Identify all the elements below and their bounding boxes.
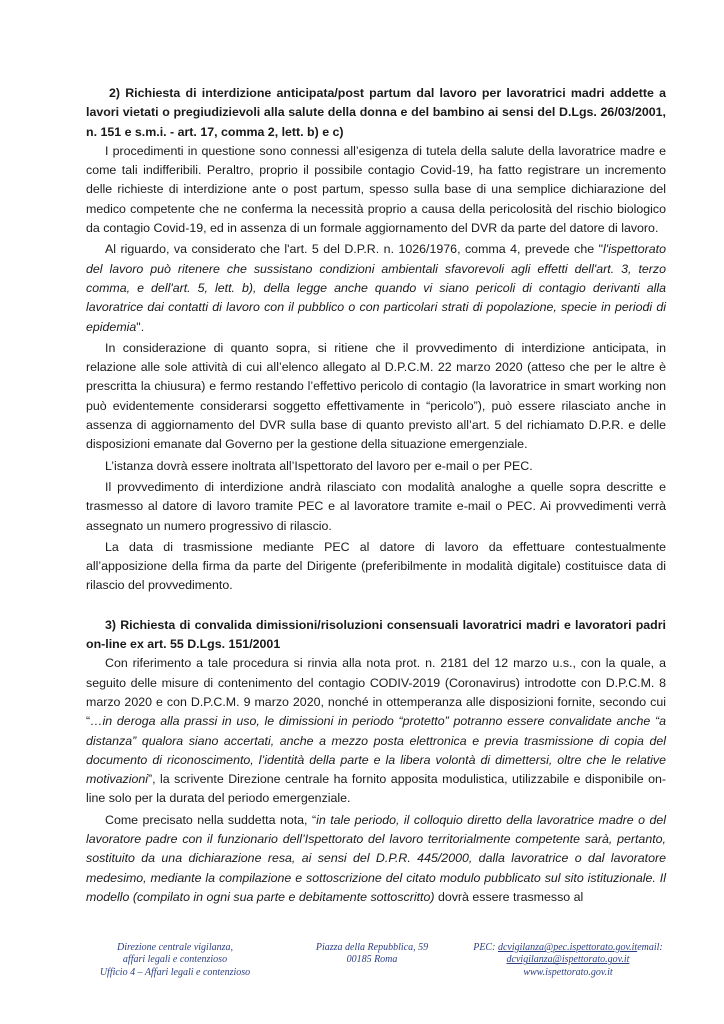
footer-office-line-3: Ufficio 4 – Affari legali e contenzioso bbox=[99, 966, 251, 978]
footer-office-line-2: affari legali e contenzioso bbox=[122, 954, 228, 966]
footer-address-city: 00185 Roma bbox=[346, 954, 398, 966]
section-2-heading: 2) Richiesta di interdizione anticipata/post partum dal lavoro per lavoratrici madri addette a lavori vietati o pregiudizievoli alla salute della donna e del bambino ai sensi del D.Lgs. 26/03/2001, n. 151 e s.m.i. - art. 17, comma 2, lett. b) e c) bbox=[86, 86, 666, 139]
footer-email-line bbox=[458, 954, 678, 966]
section-2-paragraph-6: La data di trasmissione mediante PEC al datore di lavoro da effettuare contestualmente all’apposizione della firma da parte del Dirigente (preferibilmente in modalità digitale) costituisce data di rilascio del provvedimento. bbox=[86, 539, 666, 593]
section-3-paragraph-2-text: Come precisato nella suddetta nota, “ bbox=[105, 812, 317, 827]
section-2-paragraph-4: L’istanza dovrà essere inoltrata all’Ispettorato del lavoro per e-mail o per PEC. bbox=[105, 458, 533, 473]
footer-contacts bbox=[458, 942, 678, 979]
section-3-paragraph-1 bbox=[86, 654, 666, 808]
footer-pec-link[interactable]: dcvigilanza@pec.ispettorato.gov.it bbox=[497, 942, 638, 953]
section-3-paragraph-2 bbox=[86, 811, 666, 907]
section-3-paragraph-2-end: dovrà essere trasmesso al bbox=[434, 889, 584, 904]
footer-office-line-1: Direzione centrale vigilanza, bbox=[117, 942, 233, 953]
page-footer bbox=[0, 942, 724, 1002]
section-3-paragraph-1-text: Con riferimento a tale procedura si rinvia alla nota prot. n. 2181 del 12 marzo u.s., con la quale, a seguito delle misure di contenimento del contagio CODIV-2019 (Coronavirus) introdotte con D.P.C.M. 8 marzo 2020 e con D.P.C.M. 9 marzo 2020, nonché in ottemperanza alle disposizioni fornite, secondo cui “ bbox=[86, 656, 666, 729]
footer-address-street: Piazza della Repubblica, 59 bbox=[315, 942, 429, 953]
footer-pec-line bbox=[458, 942, 678, 954]
section-2-paragraph-3: In considerazione di quanto sopra, si ritiene che il provvedimento di interdizione anticipata, in relazione alle sole attività di cui all’elenco allegato al D.P.C.M. 22 marzo 2020 (atteso che per le altre è prescritta la chiusura) e fermo restando l’effettivo pericolo di contagio (la lavoratrice in smart working non può evidentemente considerarsi soggetto effettivamente in “pericolo”), può essere rilasciato anche in assenza di aggiornamento del DVR sulla base di quanto previsto all’art. 5 del richiamato D.P.R. e delle disposizioni emanate dal Governo per la gestione della situazione emergenziale. bbox=[86, 340, 666, 452]
footer-website-link[interactable]: www.ispettorato.gov.it bbox=[523, 966, 613, 978]
footer-email-label: email: bbox=[637, 942, 663, 953]
footer-address bbox=[282, 942, 462, 967]
section-2-paragraph-2-text: Al riguardo, va considerato che l'art. 5 del D.P.R. n. 1026/1976, comma 4, prevede che " bbox=[105, 242, 604, 257]
footer-office bbox=[70, 942, 280, 979]
section-2-paragraph-2-end: ". bbox=[136, 319, 145, 334]
footer-email-link[interactable]: dcvigilanza@ispettorato.gov.it bbox=[506, 954, 630, 966]
section-3-paragraph-1-end: ”, la scrivente Direzione centrale ha fornito apposita modulistica, utilizzabile e disponibile on-line solo per la durata del periodo emergenziale. bbox=[86, 772, 666, 806]
footer-pec-label: PEC: bbox=[473, 942, 498, 953]
section-3-paragraph-1-quote: …in deroga alla prassi in uso, le dimissioni in periodo “protetto” potranno essere convalidate anche “a distanza” qualora siano accertati, anche a mezzo posta elettronica e previa trasmissione di copia del documento di riconoscimento, l’identità della parte e la libera volontà di dimettersi, oltre che le relative motivazioni bbox=[86, 714, 666, 787]
section-3-heading: 3) Richiesta di convalida dimissioni/risoluzioni consensuali lavoratrici madri e lavoratori padri on-line ex art. 55 D.Lgs. 151/2001 bbox=[86, 617, 666, 652]
section-2-paragraph-2-quote: l'ispettorato del lavoro può ritenere che sussistano condizioni ambientali sfavorevoli agli effetti dell'art. 3, terzo comma, e dell'art. 5, lett. b), della legge anche quando vi siano pericoli di contagio derivanti alla lavoratrice dai contatti di lavoro con il pubblico o con particolari strati di popolazione, specie in periodi di epidemia bbox=[86, 242, 666, 334]
document-body bbox=[86, 84, 666, 909]
section-2-paragraph-1: I procedimenti in questione sono connessi all’esigenza di tutela della salute della lavoratrice madre e come tali indifferibili. Peraltro, proprio il possibile contagio Covid-19, ha fatto registrare un incremento delle richieste di interdizione ante o post partum, spesso sulla base di una semplice dichiarazione del medico competente che ne conferma la necessità proprio a causa della pericolosità del rischio biologico da contagio Covid-19, ed in assenza di un formale aggiornamento del DVR da parte del datore di lavoro. bbox=[86, 143, 666, 236]
section-2-paragraph-2 bbox=[86, 240, 666, 336]
section-3-paragraph-2-quote: in tale periodo, il colloquio diretto della lavoratrice madre o del lavoratore padre con il funzionario dell’Ispettorato del lavoro territorialmente competente sarà, pertanto, sostituito da una dichiarazione resa, ai sensi del D.P.R. 445/2000, dalla lavoratrice o dal lavoratore medesimo, mediante la compilazione e sottoscrizione del citato modulo pubblicato sul sito istituzionale. Il modello (compilato in ogni sua parte e debitamente sottoscritto) bbox=[86, 812, 666, 904]
section-2-paragraph-5: Il provvedimento di interdizione andrà rilasciato con modalità analoghe a quelle sopra descritte e trasmesso al datore di lavoro tramite PEC e al lavoratore tramite e-mail o PEC. Ai provvedimenti verrà assegnato un numero progressivo di rilascio. bbox=[86, 479, 666, 533]
